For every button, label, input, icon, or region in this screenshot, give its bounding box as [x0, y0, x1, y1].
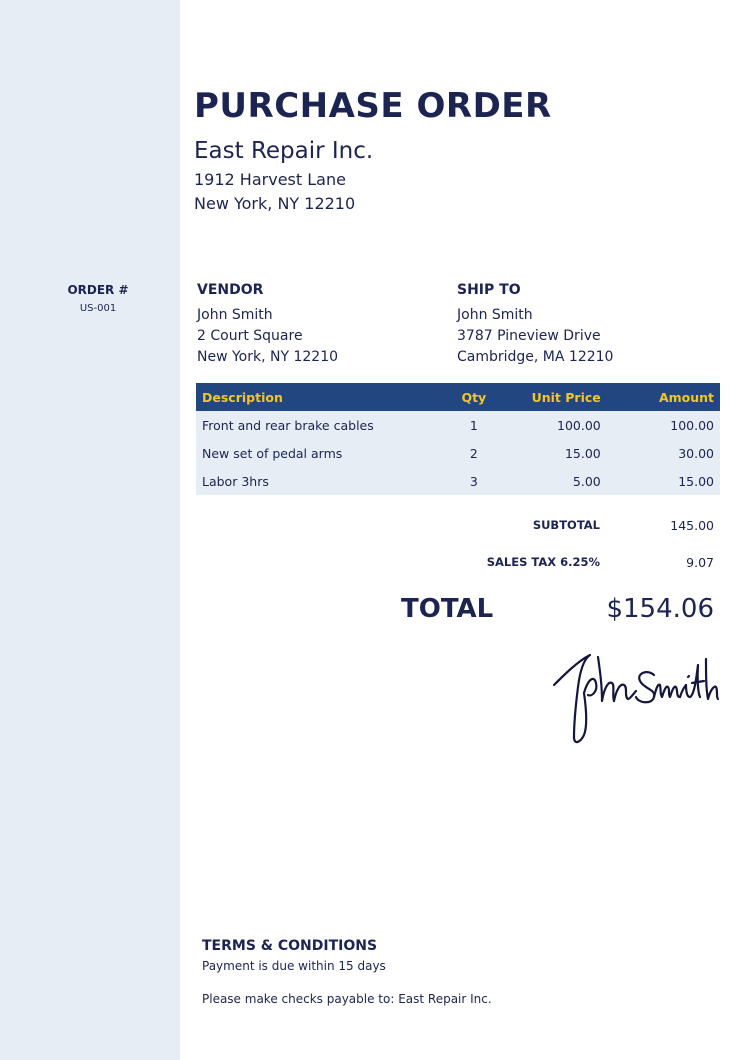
- order-number-value: US-001: [79, 303, 117, 314]
- terms-heading: TERMS & CONDITIONS: [202, 938, 378, 954]
- subtotal-value: 145.00: [670, 518, 714, 533]
- sales-tax-value: 9.07: [686, 555, 714, 570]
- table-header-row: [196, 383, 720, 411]
- cell-qty: 3: [442, 467, 505, 495]
- cell-qty: 1: [442, 411, 505, 439]
- signature-image: [550, 645, 720, 750]
- vendor-address-line2: New York, NY 12210: [197, 349, 339, 365]
- cell-description: Front and rear brake cables: [196, 411, 442, 439]
- subtotal-label: SUBTOTAL: [532, 518, 600, 532]
- cell-amount: 15.00: [607, 467, 720, 495]
- ship-to-address-line2: Cambridge, MA 12210: [457, 349, 614, 365]
- company-address-line1: 1912 Harvest Lane: [194, 170, 346, 189]
- total-value: $154.06: [606, 594, 714, 624]
- company-name: East Repair Inc.: [194, 138, 374, 164]
- cell-description: New set of pedal arms: [196, 439, 442, 467]
- header-qty: Qty: [442, 383, 505, 411]
- table-row: [196, 411, 720, 439]
- sidebar-panel: [0, 0, 180, 1060]
- terms-payment-due: Payment is due within 15 days: [202, 959, 386, 973]
- total-label: TOTAL: [401, 594, 494, 624]
- document-title: PURCHASE ORDER: [194, 86, 552, 126]
- header-description: Description: [196, 383, 442, 411]
- sales-tax-label: SALES TAX 6.25%: [486, 555, 600, 569]
- cell-unit-price: 15.00: [505, 439, 606, 467]
- line-items-table: [196, 383, 720, 495]
- ship-to-heading: SHIP TO: [457, 282, 521, 298]
- company-address-line2: New York, NY 12210: [194, 194, 356, 213]
- table-row: [196, 439, 720, 467]
- cell-unit-price: 100.00: [505, 411, 606, 439]
- cell-amount: 100.00: [607, 411, 720, 439]
- vendor-address-line1: 2 Court Square: [197, 328, 303, 344]
- vendor-name: John Smith: [197, 307, 273, 323]
- order-number-label: ORDER #: [67, 283, 129, 297]
- ship-to-name: John Smith: [457, 307, 533, 323]
- cell-unit-price: 5.00: [505, 467, 606, 495]
- table-row: [196, 467, 720, 495]
- cell-amount: 30.00: [607, 439, 720, 467]
- header-amount: Amount: [607, 383, 720, 411]
- ship-to-address-line1: 3787 Pineview Drive: [457, 328, 601, 344]
- cell-description: Labor 3hrs: [196, 467, 442, 495]
- terms-payable-to: Please make checks payable to: East Repair Inc.: [202, 992, 492, 1006]
- header-unit-price: Unit Price: [505, 383, 606, 411]
- cell-qty: 2: [442, 439, 505, 467]
- vendor-heading: VENDOR: [197, 282, 264, 298]
